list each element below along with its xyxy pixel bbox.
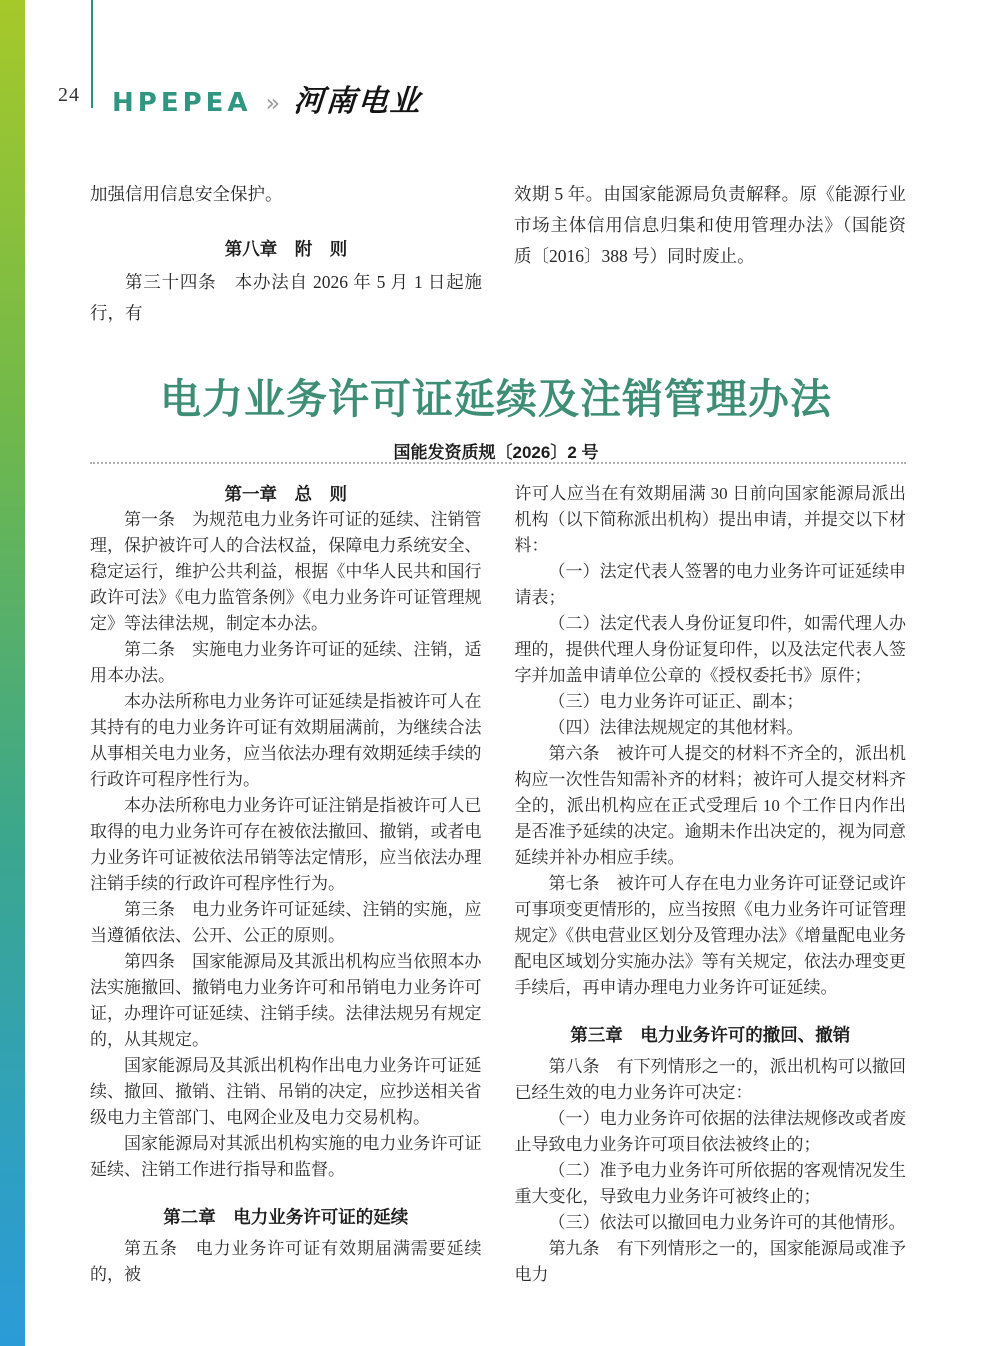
page-edge-gradient-bar: [0, 0, 25, 1346]
paragraph: 本办法所称电力业务许可证注销是指被许可人已取得的电力业务许可存在被依法撤回、撤销，或者电力业务许可证被依法吊销等法定情形，应当依法办理注销手续的行政许可程序性行为。: [90, 796, 482, 893]
chapter-heading: 第八章 附 则: [224, 239, 348, 259]
paragraph: （二）法定代表人身份证复印件，如需代理人办理的，提供代理人身份证复印件，以及法定代表人签字并加盖申请单位公章的《授权委托书》原件；: [514, 614, 906, 685]
paragraph: 第九条 有下列情形之一的，国家能源局或准予电力: [514, 1239, 906, 1284]
paragraph: 第七条 被许可人存在电力业务许可证登记或许可事项变更情形的，应当按照《电力业务许可证管理规定》《供电营业区划分及管理办法》《增量配电业务配电区域划分实施办法》等有关规定，依法办理变更手续后，再申请办理电力业务许可证延续。: [514, 874, 906, 997]
paragraph: 第四条 国家能源局及其派出机构应当依照本办法实施撤回、撤销电力业务许可和吊销电力业务许可证，办理许可证延续、注销手续。法律法规另有规定的，从其规定。: [90, 952, 482, 1049]
paragraph: 第二条 实施电力业务许可证的延续、注销，适用本办法。: [90, 640, 482, 685]
previous-article-ending: [90, 179, 906, 329]
top-right-column: [514, 179, 906, 329]
dotted-separator: [90, 462, 906, 464]
paragraph: 第五条 电力业务许可证有效期届满需要延续的，被: [90, 1239, 482, 1284]
top-left-column: [90, 179, 482, 329]
paragraph: 国家能源局对其派出机构实施的电力业务许可证延续、注销工作进行指导和监督。: [90, 1134, 482, 1179]
paragraph: 第六条 被许可人提交的材料不齐全的，派出机构应一次性告知需补齐的材料；被许可人提交材料齐全的，派出机构应在正式受理后 10 个工作日内作出是否准予延续的决定。逾期未作出决定的，视为同意延续并补办相应手续。: [514, 744, 906, 867]
paragraph: （三）依法可以撤回电力业务许可的其他情形。: [548, 1213, 906, 1232]
magazine-title-calligraphy: 河南电业: [292, 85, 424, 118]
paragraph: 许可人应当在有效期届满 30 日前向国家能源局派出机构（以下简称派出机构）提出申请，并提交以下材料：: [514, 484, 906, 555]
paragraph: 国家能源局及其派出机构作出电力业务许可证延续、撤回、撤销、注销、吊销的决定，应抄送相关省级电力主管部门、电网企业及电力交易机构。: [90, 1056, 482, 1127]
paragraph: 加强信用信息安全保护。: [90, 184, 283, 204]
paragraph: （二）准予电力业务许可所依据的客观情况发生重大变化，导致电力业务许可被终止的；: [514, 1161, 906, 1206]
paragraph: 本办法所称电力业务许可证延续是指被许可人在其持有的电力业务许可证有效期届满前，为继续合法从事相关电力业务，应当依法办理有效期延续手续的行政许可程序性行为。: [90, 692, 482, 789]
paragraph: 第八条 有下列情形之一的，派出机构可以撤回已经生效的电力业务许可决定：: [514, 1057, 906, 1102]
chapter-heading: 第二章 电力业务许可证的延续: [163, 1207, 409, 1227]
paragraph: 第一条 为规范电力业务许可证的延续、注销管理，保护被许可人的合法权益，保障电力系统安全、稳定运行，维护公共利益，根据《中华人民共和国行政许可法》《电力监管条例》《电力业务许可证管理规定》等法律法规，制定本办法。: [90, 510, 482, 633]
document-number: 国能发资质规〔2026〕2 号: [393, 443, 599, 462]
article-body: [90, 481, 906, 1288]
page-number: 24: [58, 84, 80, 106]
paragraph: （一）法定代表人签署的电力业务许可证延续申请表；: [514, 562, 906, 607]
right-column: [515, 481, 907, 1288]
paragraph: （三）电力业务许可证正、副本；: [548, 692, 804, 711]
chapter-heading: 第一章 总 则: [224, 484, 347, 504]
paragraph: 第三十四条 本办法自 2026 年 5 月 1 日起施行，有: [90, 272, 482, 323]
paragraph: 效期 5 年。由国家能源局负责解释。原《能源行业市场主体信用信息归集和使用管理办法》（国能资质〔2016〕388 号）同时废止。: [514, 184, 906, 266]
left-column: [90, 481, 482, 1288]
header-divider-rule: [91, 0, 93, 108]
article-title: 电力业务许可证延续及注销管理办法: [160, 376, 832, 422]
chapter-heading: 第三章 电力业务许可的撤回、撤销: [570, 1025, 851, 1045]
hpepea-logo: HPEPEA: [112, 88, 252, 118]
paragraph: 第三条 电力业务许可证延续、注销的实施，应当遵循依法、公开、公正的原则。: [90, 900, 482, 945]
paragraph: （四）法律法规规定的其他材料。: [548, 718, 804, 737]
page-header: [112, 76, 422, 120]
chevron-separator-icon: »: [265, 89, 281, 117]
paragraph: （一）电力业务许可依据的法律法规修改或者废止导致电力业务许可项目依法被终止的；: [514, 1109, 906, 1154]
